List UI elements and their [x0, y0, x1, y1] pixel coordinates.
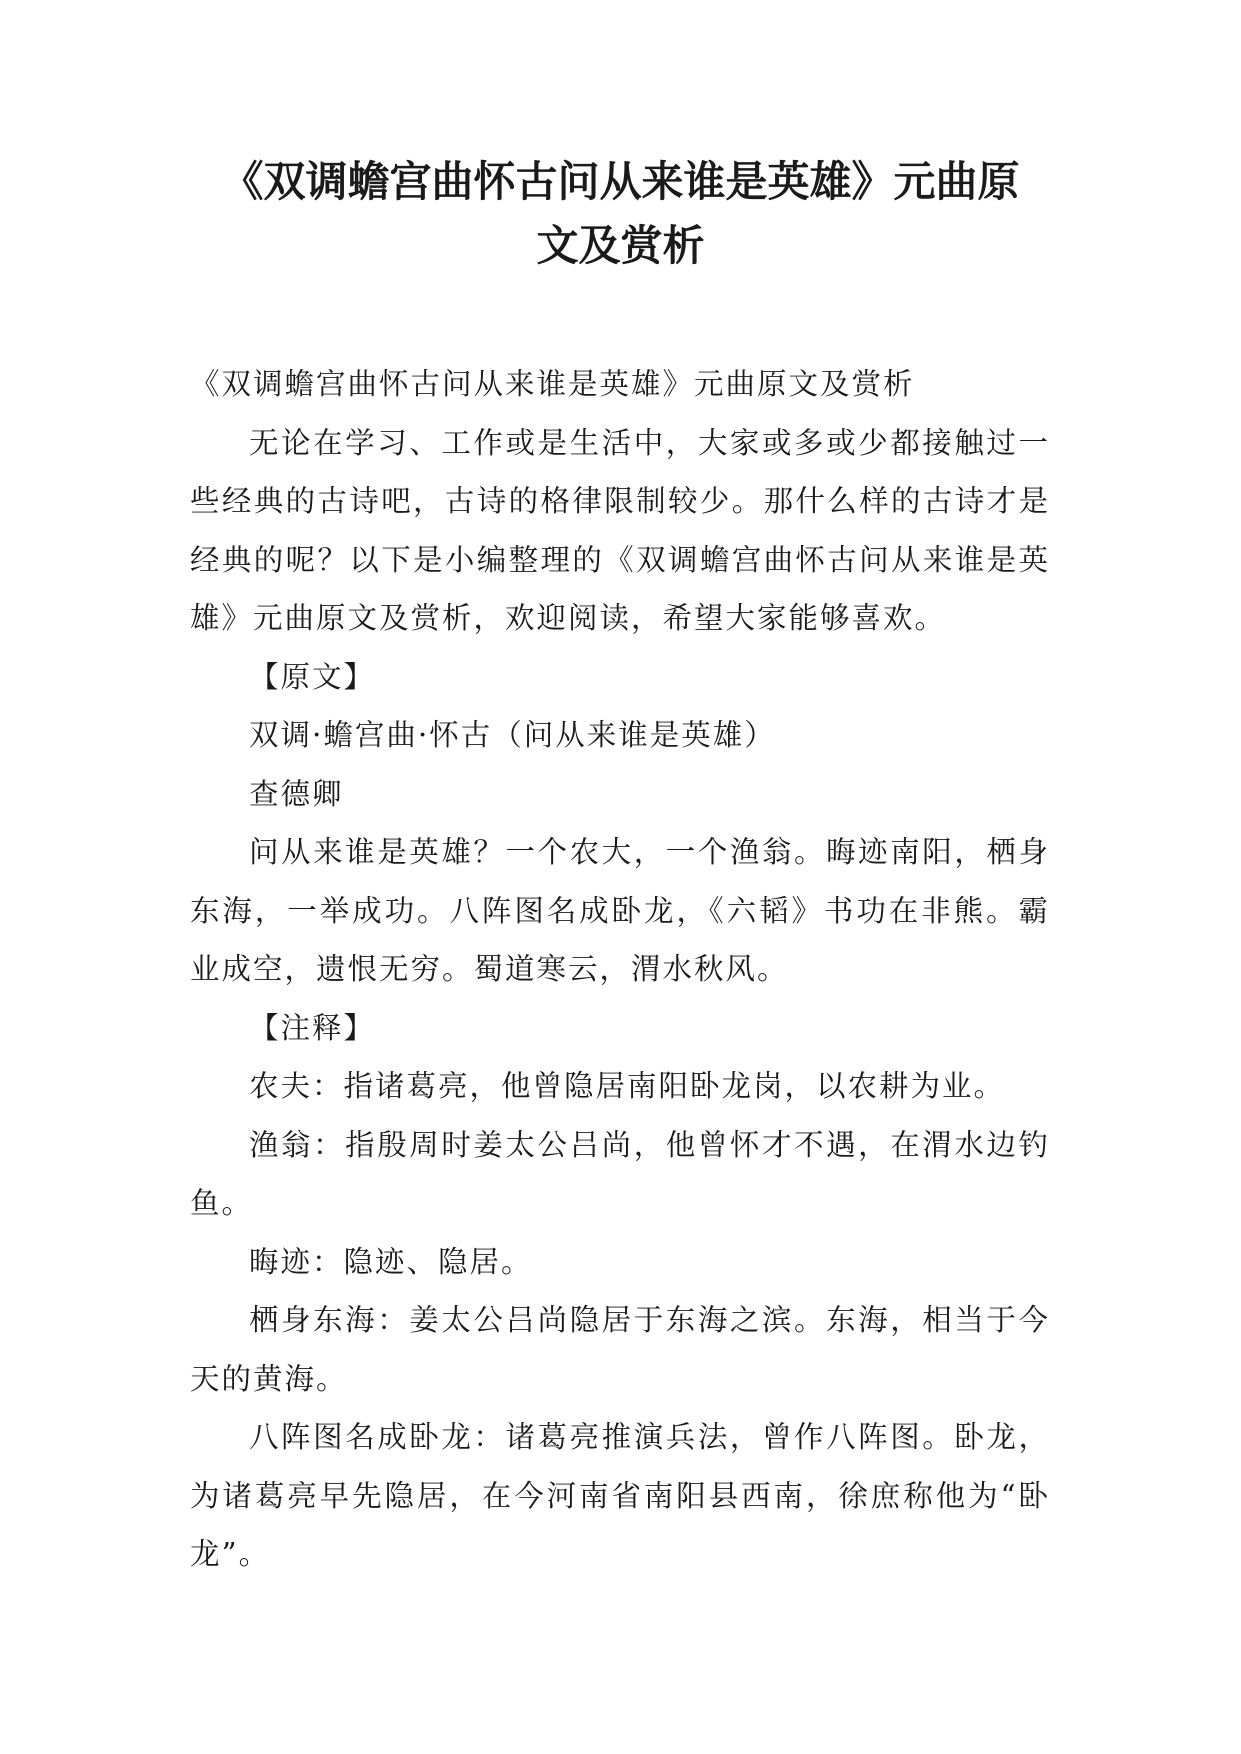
title-line-1: 《双调蟾宫曲怀古问从来谁是英雄》元曲原 [221, 157, 1020, 206]
intro-paragraph: 无论在学习、工作或是生活中，大家或多或少都接触过一些经典的古诗吧，古诗的格律限制较少。那什么样的古诗才是经典的呢？以下是小编整理的《双调蟾宫曲怀古问从来谁是英雄》元曲原文及赏析，欢迎阅读，希望大家能够喜欢。 [190, 425, 1050, 635]
note-item: 农夫：指诸葛亮，他曾隐居南阳卧龙岗，以农耕为业。 [249, 1069, 1006, 1103]
note-item: 栖身东海：姜太公吕尚隐居于东海之滨。东海，相当于今天的黄海。 [190, 1303, 1050, 1396]
section-heading-original: 【原文】 [249, 659, 376, 694]
subtitle: 《双调蟾宫曲怀古问从来谁是英雄》元曲原文及赏析 [190, 367, 915, 401]
document-title [160, 150, 1081, 278]
document-body [190, 355, 1050, 1584]
note-item: 渔翁：指殷周时姜太公吕尚，他曾怀才不遇，在渭水边钓鱼。 [190, 1127, 1050, 1220]
note-item: 八阵图名成卧龙：诸葛亮推演兵法，曾作八阵图。卧龙，为诸葛亮早先隐居，在今河南省南阳县西南，徐庶称他为“卧龙”。 [190, 1420, 1050, 1571]
poem-text: 问从来谁是英雄？一个农大，一个渔翁。晦迹南阳，栖身东海，一举成功。八阵图名成卧龙，《六韬》书功在非熊。霸业成空，遗恨无穷。蜀道寒云，渭水秋风。 [190, 835, 1050, 986]
title-line-2: 文及赏析 [536, 221, 705, 270]
note-item: 晦迹：隐迹、隐居。 [249, 1244, 533, 1279]
section-heading-notes: 【注释】 [249, 1010, 376, 1045]
poem-author: 查德卿 [249, 776, 344, 811]
poem-title: 双调·蟾宫曲·怀古（问从来谁是英雄） [249, 718, 776, 752]
